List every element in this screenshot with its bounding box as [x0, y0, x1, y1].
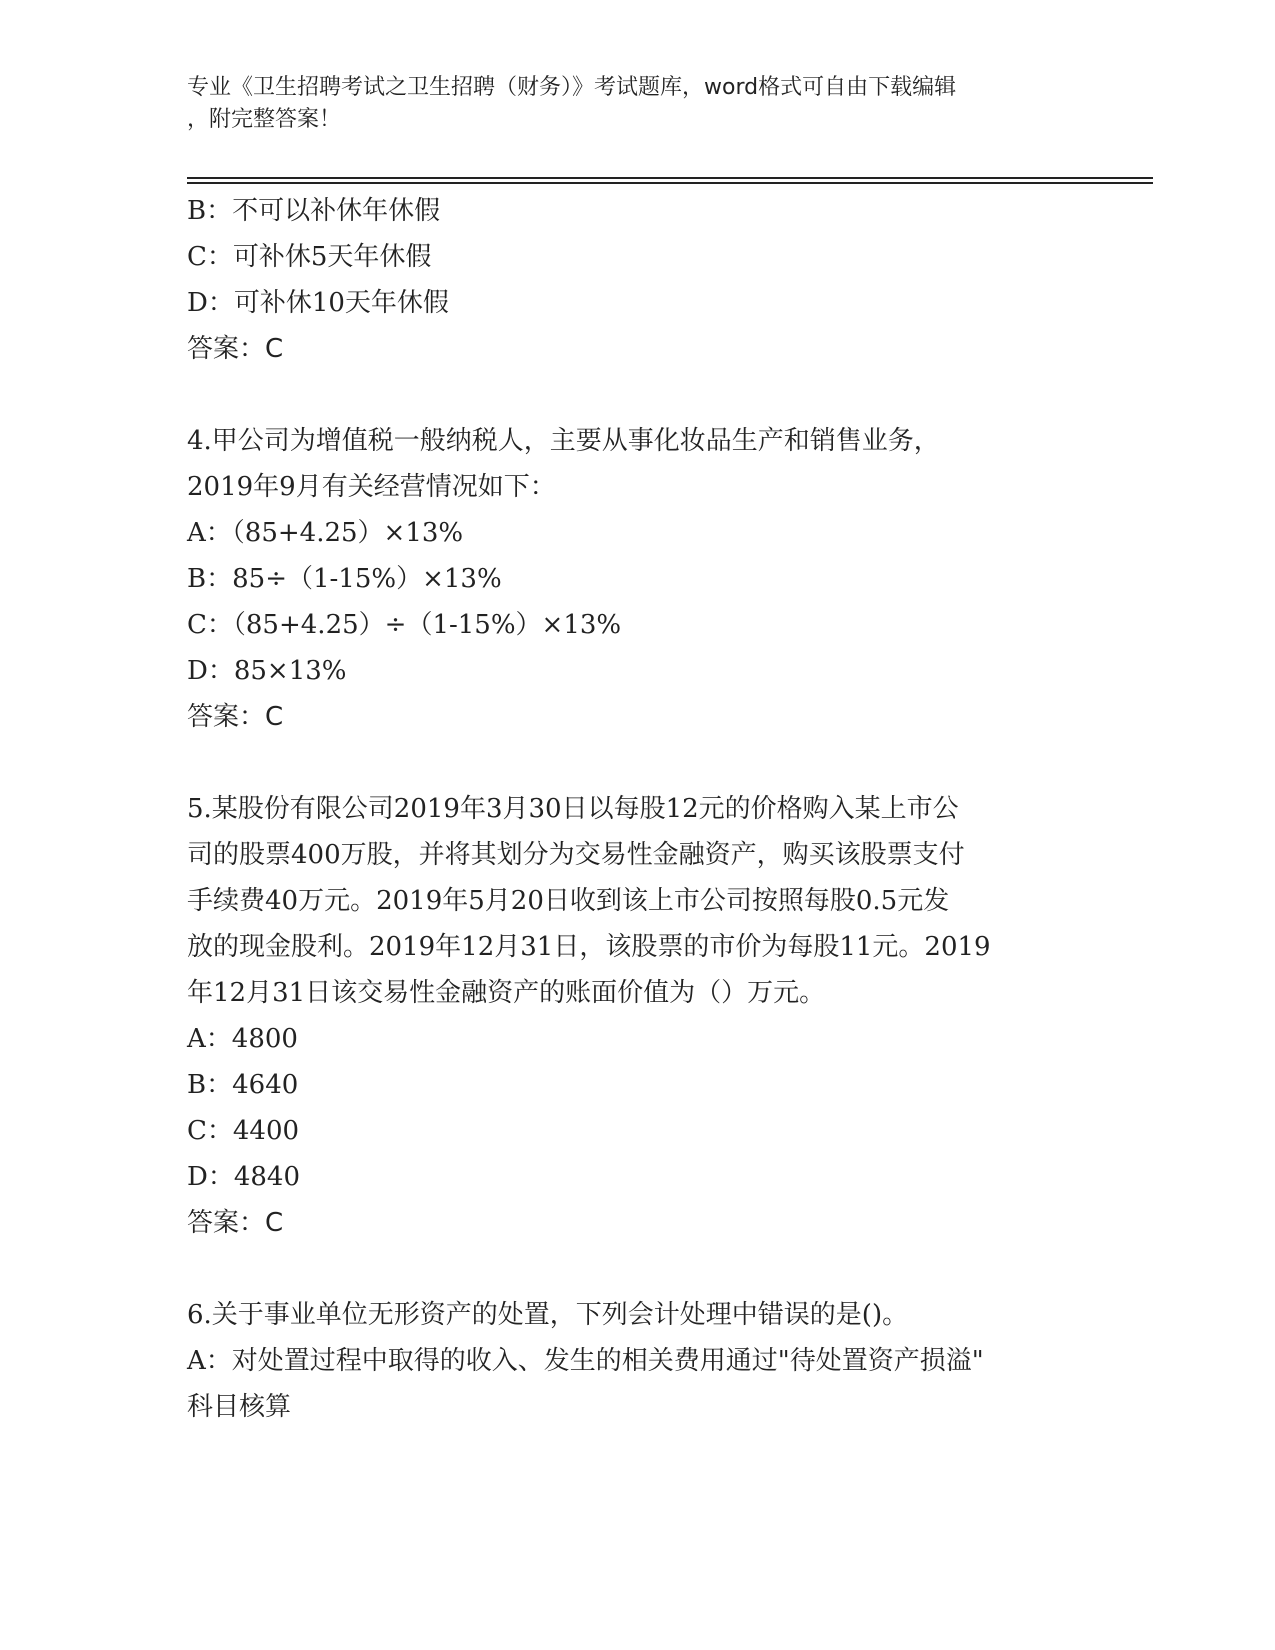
question-6-stem: 6.关于事业单位无形资产的处置，下列会计处理中错误的是()。: [187, 1300, 909, 1330]
question-5-option-d: D：4840: [187, 1162, 301, 1192]
question-5-option-b: B：4640: [187, 1070, 299, 1100]
question-5-stem-line: 手续费40万元。2019年5月20日收到该上市公司按照每股0.5元发: [187, 886, 950, 916]
question-3: [187, 188, 1087, 372]
question-4-option-d: D：85×13%: [187, 656, 347, 686]
question-6-option-a-line: 科目核算: [187, 1392, 292, 1422]
question-5-stem-line: 司的股票400万股，并将其划分为交易性金融资产，购买该股票支付: [187, 840, 965, 870]
question-4-answer: 答案：C: [187, 702, 284, 732]
question-6-option-a-line: A：对处置过程中取得的收入、发生的相关费用通过"待处置资产损溢": [187, 1346, 984, 1376]
question-5-option-a: A：4800: [187, 1024, 298, 1054]
question-3-answer: 答案：C: [187, 334, 284, 364]
header-divider-bottom: [187, 182, 1153, 184]
question-5-stem-line: 5.某股份有限公司2019年3月30日以每股12元的价格购入某上市公: [187, 794, 959, 824]
spacer: [187, 1246, 1087, 1292]
question-5-stem-line: 放的现金股利。2019年12月31日，该股票的市价为每股11元。2019: [187, 932, 991, 962]
header-title-line-1: 专业《卫生招聘考试之卫生招聘（财务）》考试题库，word格式可自由下载编辑: [187, 75, 957, 100]
question-4-option-b: B：85÷（1-15%）×13%: [187, 564, 502, 594]
question-list: [187, 188, 1087, 1430]
question-4-stem-line: 2019年9月有关经营情况如下：: [187, 472, 556, 502]
document-header: [187, 72, 1067, 136]
header-divider-top: [187, 177, 1153, 179]
question-5-option-c: C：4400: [187, 1116, 300, 1146]
spacer: [187, 372, 1087, 418]
question-5-stem-line: 年12月31日该交易性金融资产的账面价值为（）万元。: [187, 978, 826, 1008]
header-title-line-2: ，附完整答案！: [187, 107, 342, 132]
question-4-option-c: C：（85+4.25）÷（1-15%）×13%: [187, 610, 622, 640]
question-3-option-d: D：可补休10天年休假: [187, 288, 449, 318]
question-3-option-b: B：不可以补休年休假: [187, 196, 441, 226]
question-6: [187, 1292, 1087, 1430]
question-4-stem-line: 4.甲公司为增值税一般纳税人，主要从事化妆品生产和销售业务，: [187, 426, 940, 456]
question-5-answer: 答案：C: [187, 1208, 284, 1238]
question-3-option-c: C：可补休5天年休假: [187, 242, 432, 272]
question-4: [187, 418, 1087, 740]
question-4-option-a: A：（85+4.25）×13%: [187, 518, 464, 548]
question-5: [187, 786, 1087, 1246]
spacer: [187, 740, 1087, 786]
